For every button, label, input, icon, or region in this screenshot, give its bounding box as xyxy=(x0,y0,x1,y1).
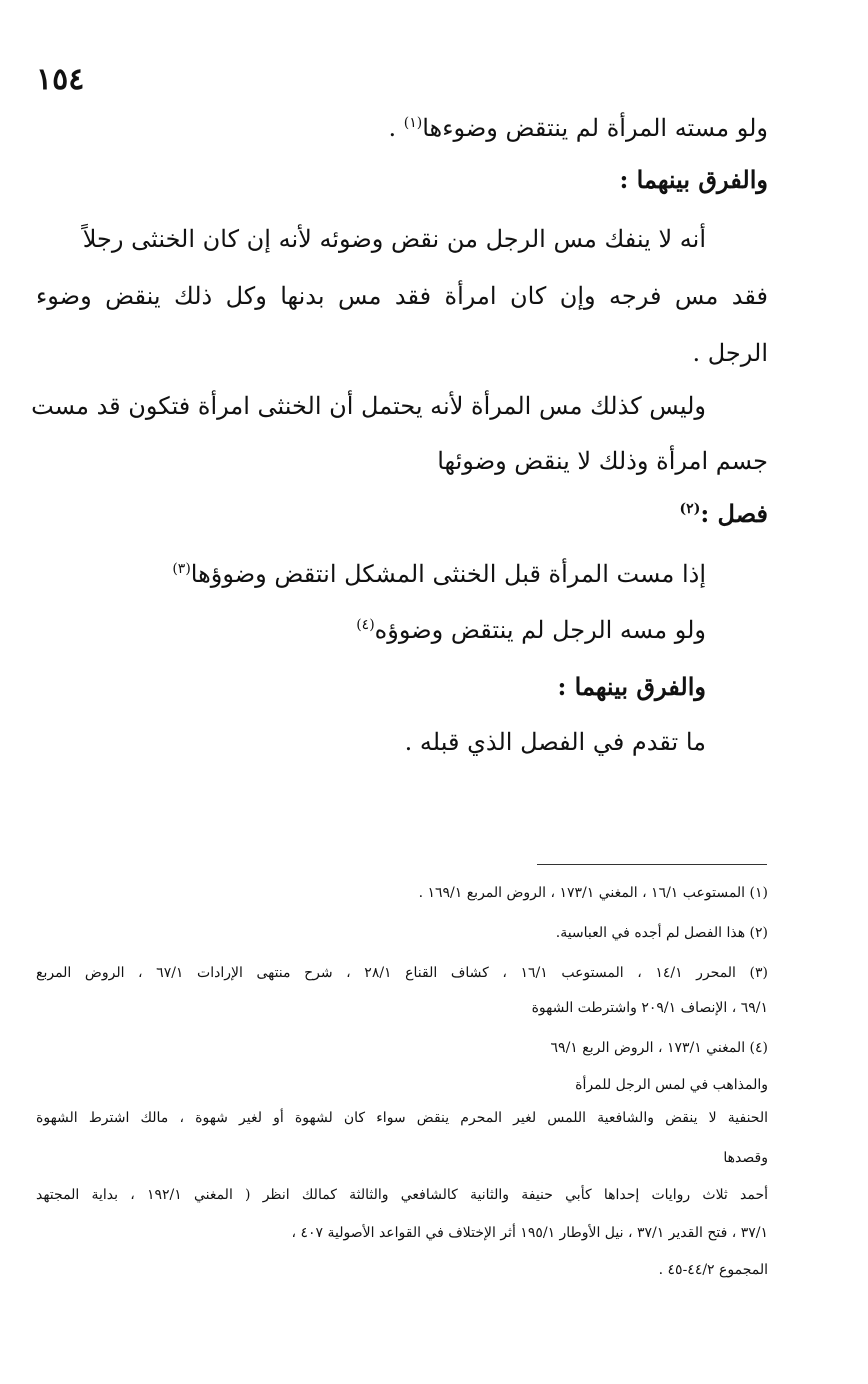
footnote-4: (٤) المغني ١٧٣/١ ، الروض الربع ٦٩/١ xyxy=(550,1040,768,1056)
main-line-text: ولو مسته المرأة لم ينتقض وضوءها xyxy=(422,114,768,142)
footnote-7: أحمد ثلاث روايات إحداها كأبي حنيفة والثانية كالشافعي والثالثة كمالك انظر ( المغني ١٩٢/١ ، بداية المجتهد xyxy=(36,1187,768,1203)
footnote-ref: (٢) xyxy=(679,501,701,517)
chapter-heading-text: فصل : xyxy=(700,499,768,528)
footnote-ref: (٣) xyxy=(172,561,191,577)
main-line-12: ما تقدم في الفصل الذي قبله . xyxy=(404,728,706,756)
main-line-7: جسم امرأة وذلك لا ينقض وضوئها xyxy=(437,447,768,475)
footnote-2: (٢) هذا الفصل لم أجده في العباسية. xyxy=(555,925,768,941)
main-line-5: الرجل . xyxy=(692,339,768,367)
main-line-4: فقد مس فرجه وإن كان امرأة فقد مس بدنها وكل ذلك ينقض وضوء xyxy=(36,282,768,310)
main-line-6: وليس كذلك مس المرأة لأنه يحتمل أن الخنثى امرأة فتكون قد مست xyxy=(31,392,706,420)
footnote-1: (١) المستوعب ١٦/١ ، المغني ١٧٣/١ ، الروض المربع ١٦٩/١ . xyxy=(418,885,768,901)
footnote-3: (٣) المحرر ١٤/١ ، المستوعب ١٦/١ ، كشاف القناع ٢٨/١ ، شرح منتهى الإرادات ٦٧/١ ، الروض المربع xyxy=(36,965,768,981)
main-line-3: أنه لا ينفك مس الرجل من نقض وضوئه لأنه إن كان الخنثى رجلاً xyxy=(82,225,706,253)
main-line-10 xyxy=(356,616,706,645)
footnote-divider xyxy=(537,864,767,865)
footnote-7-cont: ٣٧/١ ، فتح القدير ٣٧/١ ، نيل الأوطار ١٩٥/١ أثر الإختلاف في القواعد الأصولية ٤٠٧ ، xyxy=(291,1225,768,1241)
main-line-text: إذا مست المرأة قبل الخنثى المشكل انتقض وضوؤها xyxy=(190,560,706,588)
footnote-6: الحنفية لا ينقض والشافعية اللمس لغير المحرم ينقض سواء كان لشهوة أو لغير شهوة ، مالك اشترط الشهوة xyxy=(36,1110,768,1126)
footnote-ref: (٤) xyxy=(356,617,375,633)
footnote-ref: (١) xyxy=(403,115,423,131)
main-line-text: ولو مسه الرجل لم ينتقض وضوؤه xyxy=(374,616,706,644)
footnote-5: والمذاهب في لمس الرجل للمرأة xyxy=(575,1077,768,1093)
footnote-6-cont: وقصدها xyxy=(723,1150,768,1166)
footnote-8: المجموع ٤٤/٢-٤٥ . xyxy=(658,1262,768,1278)
chapter-heading xyxy=(680,500,768,529)
main-line-9 xyxy=(172,560,706,589)
main-line-suffix: . xyxy=(388,114,404,142)
page-number: ١٥٤ xyxy=(36,62,85,97)
section-heading: والفرق بينهما : xyxy=(557,672,706,701)
footnote-3-cont: ٦٩/١ ، الإنصاف ٢٠٩/١ واشترطت الشهوة xyxy=(531,1000,768,1016)
section-heading: والفرق بينهما : xyxy=(619,165,768,194)
main-line-1 xyxy=(388,114,768,143)
